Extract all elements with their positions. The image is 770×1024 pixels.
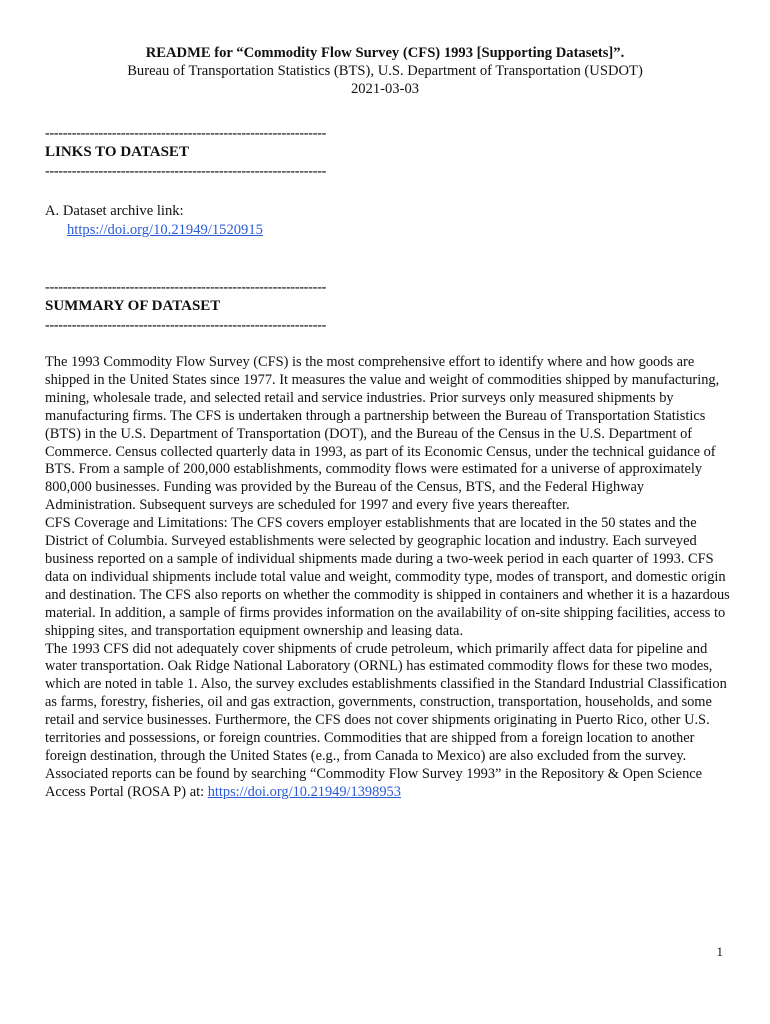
- divider-line: ---------------------------------------------------------------: [45, 126, 327, 141]
- document-title: README for “Commodity Flow Survey (CFS) 1993 [Supporting Datasets]”.: [145, 45, 625, 61]
- summary-paragraph-limitations: The 1993 CFS did not adequately cover shipments of crude petroleum, which primarily affect data for pipeline and water transportation. Oak Ridge National Laboratory (ORNL) has estimated commodity flows for these two modes, which are noted in table 1. Also, the survey excludes establishments classified in the Standard Industrial Classification as farms, forestry, fisheries, oil and gas extraction, governments, construction, transportation, households, and some retail and service businesses. Furthermore, the CFS does not cover shipments originating in Puerto Rico, other U.S. territories and possessions, or foreign countries. Commodities that are shipped from a foreign location to another foreign destination, through the United States (e.g., from Canada to Mexico) are also excluded from the survey.: [45, 640, 727, 764]
- divider-line: ---------------------------------------------------------------: [45, 164, 327, 179]
- summary-paragraph-coverage: CFS Coverage and Limitations: The CFS covers employer establishments that are located in the 50 states and the District of Columbia. Surveyed establishments were selected by geographic location and industry. Each surveyed business reported on a sample of individual shipments made during a two-week period in each quarter of 1993. CFS data on individual shipments include total value and weight, commodity type, modes of transport, and domestic origin and destination. The CFS also reports on whether the commodity is shipped in containers and whether it is a hazardous material. In addition, a sample of firms provides information on the availability of on-site shipping facilities, access to shipping sites, and transportation equipment ownership and leasing data.: [45, 515, 730, 639]
- document-date: 2021-03-03: [350, 81, 420, 97]
- divider-line: ---------------------------------------------------------------: [45, 280, 327, 295]
- archive-link[interactable]: https://doi.org/10.21949/1520915: [67, 222, 263, 238]
- summary-body: [45, 354, 733, 802]
- agency-line: Bureau of Transportation Statistics (BTS), U.S. Department of Transportation (USDOT): [127, 63, 643, 79]
- document-header: [0, 44, 770, 98]
- archive-link-label: A. Dataset archive link:: [45, 203, 184, 219]
- reports-text: Associated reports can be found by searching “Commodity Flow Survey 1993” in the Repository & Open Science Access Portal (ROSA P) at:: [45, 765, 703, 800]
- summary-paragraph-reports: [45, 766, 733, 802]
- page-number: 1: [716, 944, 723, 959]
- links-section-heading: LINKS TO DATASET: [45, 144, 189, 160]
- divider-line: ---------------------------------------------------------------: [45, 318, 327, 333]
- summary-section-heading: SUMMARY OF DATASET: [45, 298, 221, 314]
- reports-link[interactable]: https://doi.org/10.21949/1398953: [207, 783, 401, 800]
- summary-paragraph-overview: The 1993 Commodity Flow Survey (CFS) is the most comprehensive effort to identify where and how goods are shipped in the United States since 1977. It measures the value and weight of commodities shipped by manufacturing, mining, wholesale trade, and selected retail and service industries. Prior surveys only measured shipments by manufacturing firms. The CFS is undertaken through a partnership between the Bureau of Transportation Statistics (BTS) in the U.S. Department of Transportation (DOT), and the Bureau of the Census in the U.S. Department of Commerce. Census collected quarterly data in 1993, as part of its Economic Census, under the technical guidance of BTS. From a sample of 200,000 establishments, commodity flows were estimated for a universe of approximately 800,000 businesses. Funding was provided by the Bureau of the Census, BTS, and the Federal Highway Administration. Subsequent surveys are scheduled for 1997 and every five years thereafter.: [45, 354, 720, 514]
